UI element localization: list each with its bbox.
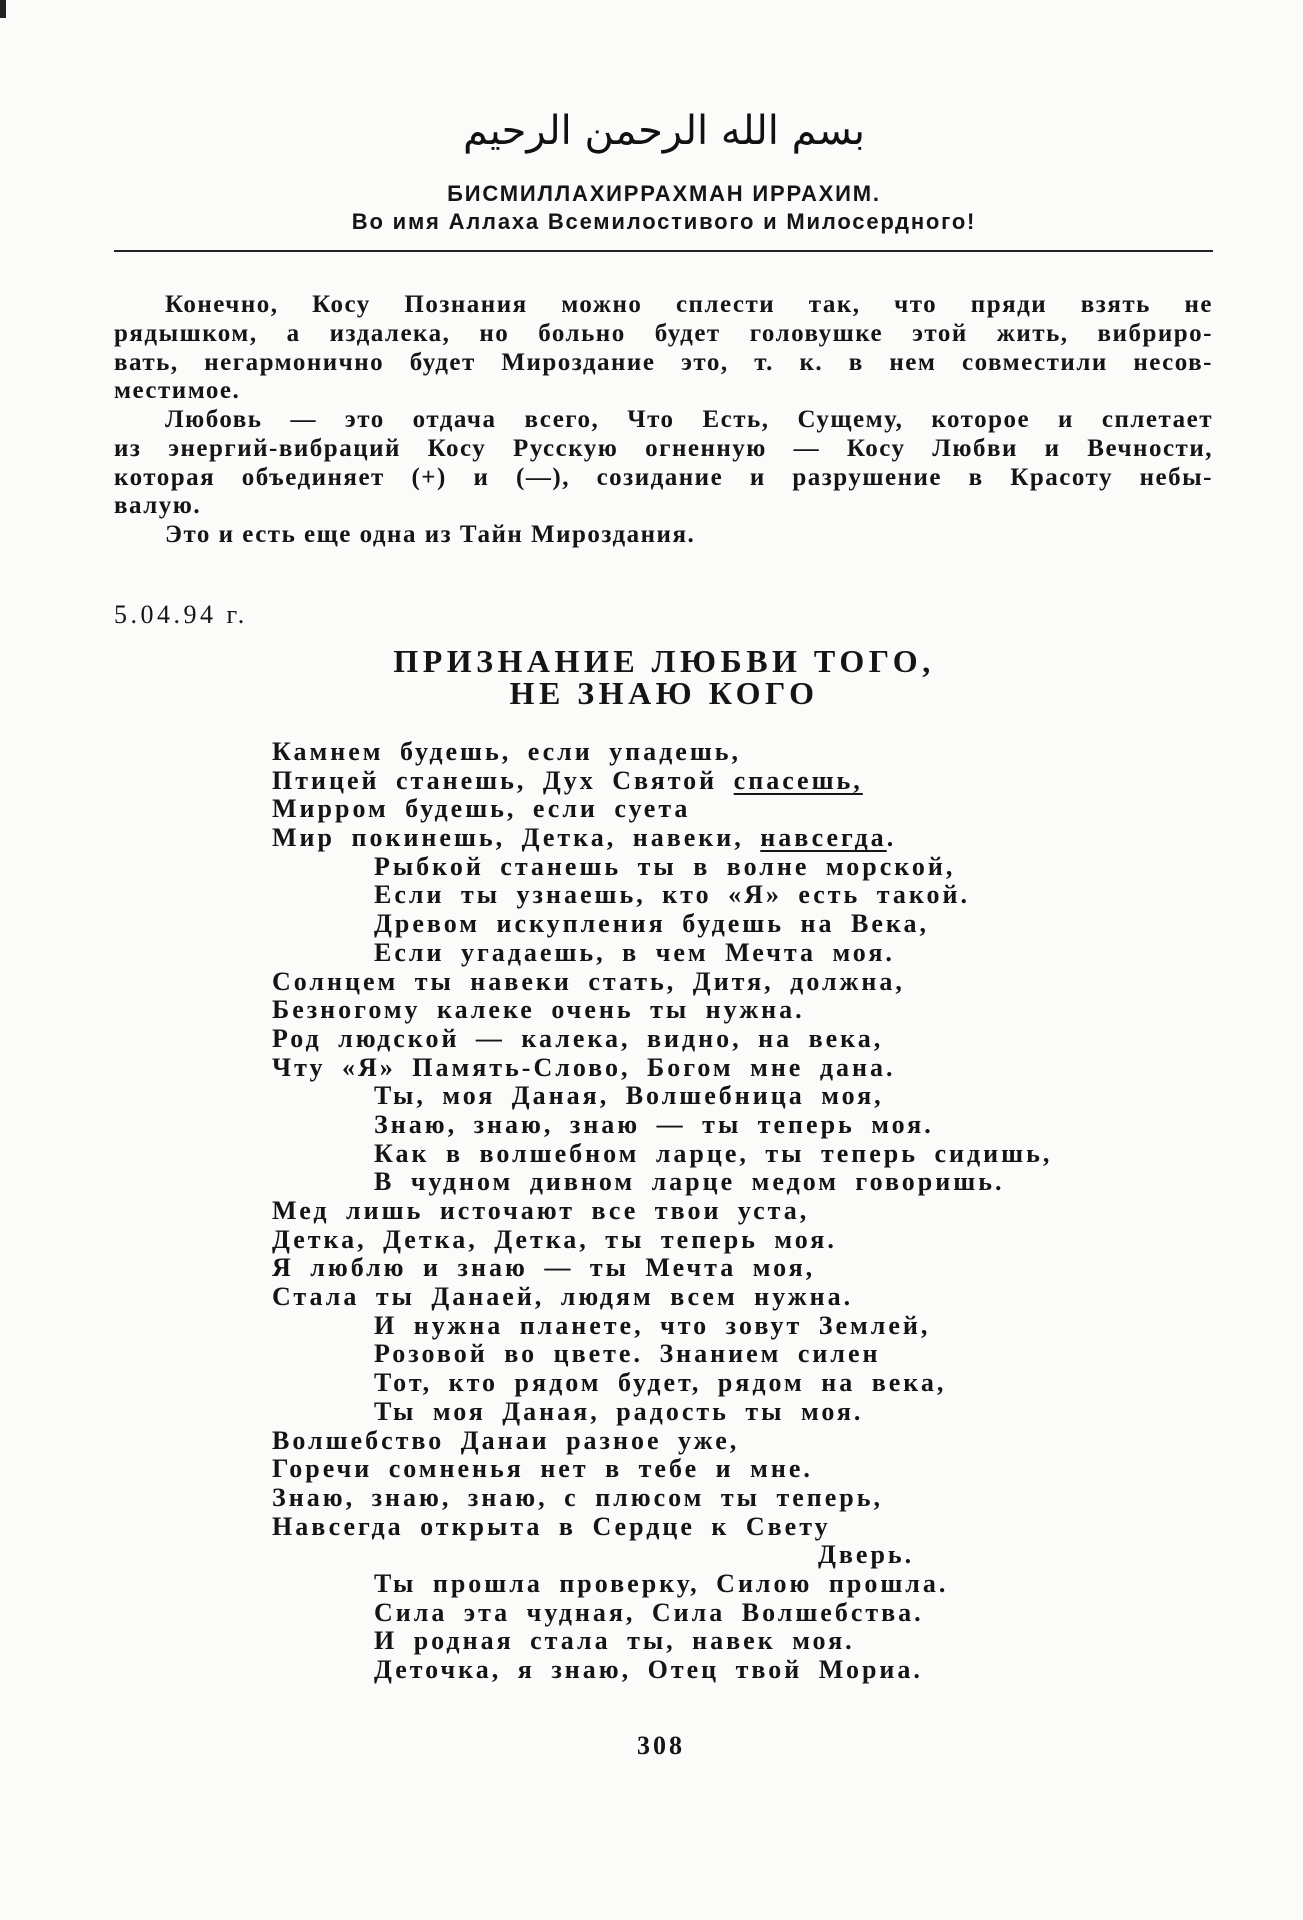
prose-paragraph — [114, 521, 1213, 550]
poem-line: Знаю, знаю, знаю — ты теперь моя. — [374, 1109, 934, 1139]
poem-line: И нужна планете, что зовут Землей, — [374, 1310, 931, 1340]
page-header — [264, 88, 1064, 236]
prose-line: местимое. — [114, 377, 241, 405]
poem-line: Если угадаешь, в чем Мечта моя. — [374, 937, 895, 967]
poem-line: Камнем будешь, если упадешь, — [272, 737, 742, 766]
poem-line: Если ты узнаешь, кто «Я» есть такой. — [374, 880, 970, 910]
line-segment: Мир покинешь, Детка, навеки, — [272, 823, 761, 853]
page-number: 308 — [637, 1731, 685, 1760]
poem-line: Знаю, знаю, знаю, с плюсом ты теперь, — [272, 1482, 884, 1512]
poem-line: Волшебство Данаи разное уже, — [272, 1425, 740, 1455]
poem-line: Мед лишь источают все твои уста, — [272, 1196, 810, 1225]
poem-line-runover: Дверь. — [818, 1540, 915, 1570]
poem-body — [272, 738, 1232, 1685]
underlined-word: спасешь, — [733, 765, 863, 795]
header-translation: Во имя Аллаха Всемилостивого и Милосердного! — [351, 209, 977, 234]
line-segment: Птицей станешь, Дух Святой — [272, 765, 734, 795]
poem-title — [364, 645, 964, 709]
header-transliteration: БИСМИЛЛАХИРРАХМАН ИРРАХИМ. — [447, 181, 881, 206]
poem-line: В чудном дивном ларце медом говоришь. — [374, 1167, 1005, 1197]
poem-line: Древом искупления будешь на Века, — [374, 909, 929, 939]
scan-mark — [0, 0, 6, 18]
poem-line: Ты прошла проверку, Силою прошла. — [374, 1568, 949, 1598]
poem-line: Детка, Детка, Детка, ты теперь моя. — [272, 1224, 837, 1254]
poem-line: Я люблю и знаю — ты Мечта моя, — [272, 1253, 816, 1283]
prose-section — [114, 291, 1213, 550]
poem-stanza — [272, 1312, 1232, 1427]
prose-paragraph — [114, 406, 1213, 521]
poem-date: 5.04.94 г. — [114, 600, 248, 629]
poem-line: Розовой во цвете. Знанием силен — [374, 1339, 881, 1369]
poem-line: Мирром будешь, если суета — [272, 794, 691, 824]
prose-line: Любовь — это отдача всего, Что Есть, Сущему, которое и сплетает — [165, 406, 1213, 433]
prose-line: Конечно, Косу Познания можно сплести так, что пряди взять не — [165, 291, 1213, 318]
poem-line: Безногому калеке очень ты нужна. — [272, 995, 805, 1025]
poem-stanza — [272, 968, 1232, 1083]
poem-line: Сила эта чудная, Сила Волшебства. — [374, 1597, 924, 1627]
poem-title-line: НЕ ЗНАЮ КОГО — [509, 675, 819, 711]
line-segment: . — [886, 823, 897, 853]
prose-line: вать, негармонично будет Мироздание это, т. к. в нем совместили несов- — [114, 348, 1213, 376]
underlined-word: навсегда — [760, 823, 887, 853]
poem-line: И родная стала ты, навек моя. — [374, 1626, 855, 1656]
poem-stanza — [272, 1197, 1232, 1312]
poem-line: Ты, моя Даная, Волшебница моя, — [374, 1081, 884, 1111]
prose-paragraph — [114, 291, 1213, 406]
prose-line: из энергий-вибраций Косу Русскую огненную — Косу Любви и Вечности, — [114, 434, 1213, 462]
poem-line: Чту «Я» Память-Слово, Богом мне дана. — [272, 1052, 896, 1082]
poem-line: Стала ты Данаей, людям всем нужна. — [272, 1282, 854, 1312]
poem-stanza — [272, 1082, 1232, 1197]
poem-line: Род людской — калека, видно, на века, — [272, 1023, 884, 1053]
poem-stanza — [272, 738, 1232, 853]
poem-line: Ты моя Даная, радость ты моя. — [374, 1396, 864, 1426]
poem-stanza — [272, 1427, 1232, 1570]
prose-line: которая объединяет (+) и (—), созидание и разрушение в Красоту небы- — [114, 463, 1213, 491]
poem-line: Деточка, я знаю, Отец твой Мориа. — [374, 1655, 923, 1684]
poem-stanza — [272, 1570, 1232, 1685]
poem-line: Навсегда открыта в Сердце к Свету — [272, 1511, 831, 1541]
poem-stanza — [272, 853, 1232, 968]
poem-line: Солнцем ты навеки стать, Дитя, должна, — [272, 966, 905, 996]
bismillah-calligraphy: بسم الله الرحمن الرحيم — [462, 108, 866, 154]
poem-line — [272, 767, 1232, 796]
poem-line: Как в волшебном ларце, ты теперь сидишь, — [374, 1138, 1053, 1168]
poem-line: Рыбкой станешь ты в волне морской, — [374, 851, 956, 881]
poem-line: Горечи сомненья нет в тебе и мне. — [272, 1454, 813, 1484]
poem-title-line: ПРИЗНАНИЕ ЛЮБВИ ТОГО, — [393, 643, 935, 679]
prose-line: Это и есть еще одна из Тайн Мироздания. — [165, 521, 696, 548]
poem-line — [272, 824, 1232, 853]
header-divider — [114, 250, 1213, 252]
prose-line: валую. — [114, 492, 202, 520]
prose-line: рядышком, а издалека, но больно будет головушке этой жить, вибриро- — [114, 319, 1213, 347]
poem-line: Тот, кто рядом будет, рядом на века, — [374, 1368, 947, 1398]
